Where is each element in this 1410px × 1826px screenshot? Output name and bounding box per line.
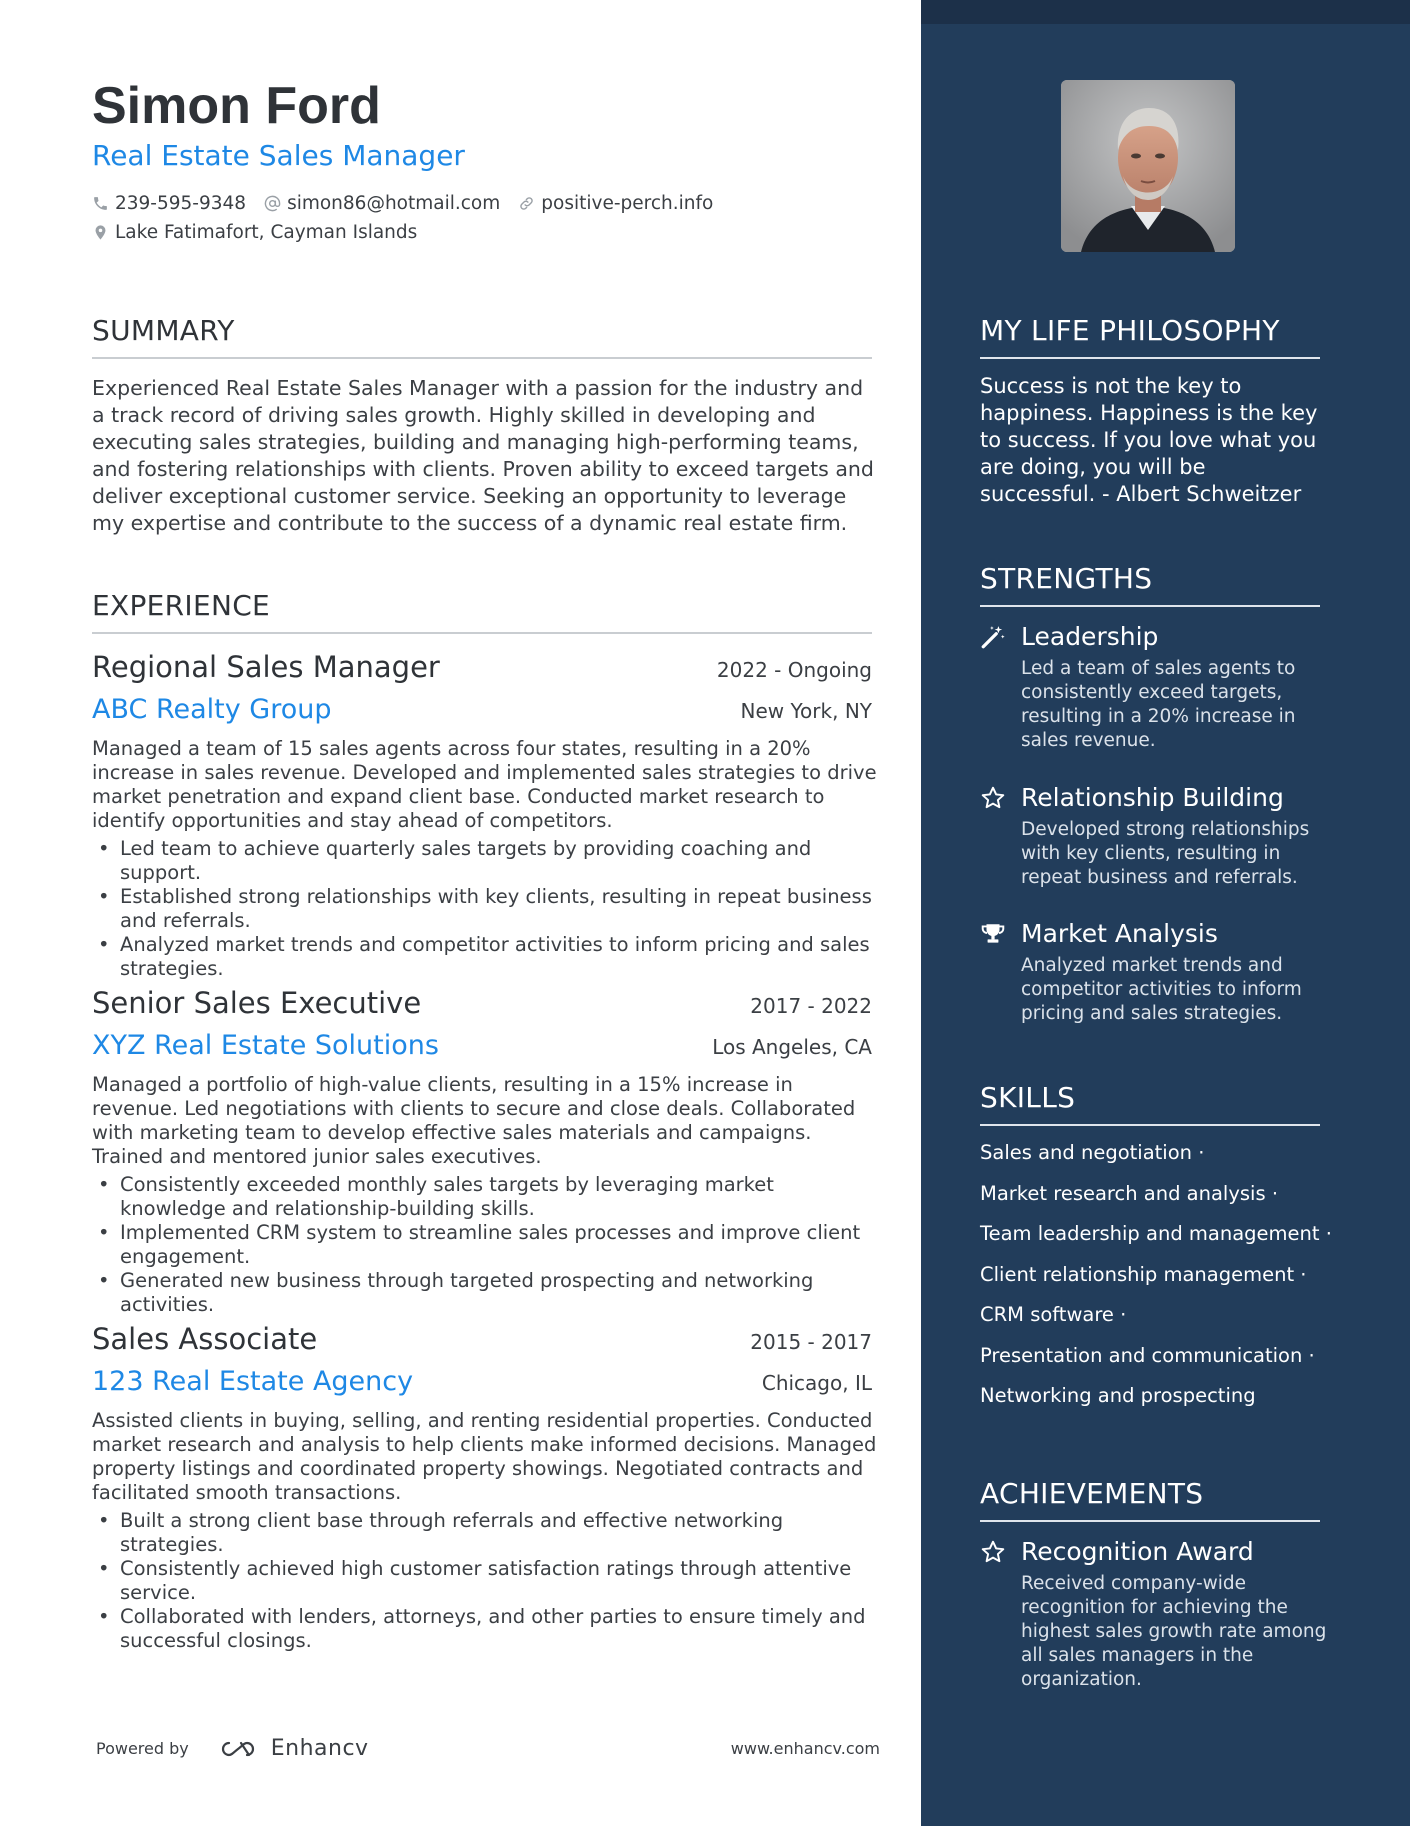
star-icon — [980, 1539, 1006, 1565]
job-bullet: • Collaborated with lenders, attorneys, and other parties to ensure timely and successful closings. — [92, 1605, 872, 1653]
strength-title: Relationship Building — [1021, 783, 1284, 812]
job-dates: 2022 - Ongoing — [716, 658, 872, 682]
job-description: Managed a portfolio of high-value clients, resulting in a 15% increase in revenue. Led negotiations with clients to secure and close deals. Collaborated with marketing team to develop effective sales materials and campaigns. Trained and mentored junior sales executives. — [92, 1073, 856, 1168]
job-bullet: • Implemented CRM system to streamline sales processes and improve client engagement. — [92, 1221, 872, 1269]
strength-title: Leadership — [1021, 622, 1159, 651]
profile-photo — [1061, 80, 1235, 252]
job-title: Senior Sales Executive — [92, 986, 422, 1020]
job-company: 123 Real Estate Agency — [92, 1366, 414, 1397]
job-description: Managed a team of 15 sales agents across four states, resulting in a 20% increase in sales revenue. Developed and implemented sales strategies to drive market penetration and expand client base. Conducted market research to identify opportunities and stay ahead of competitors. — [92, 737, 877, 832]
summary-heading: SUMMARY — [92, 314, 872, 359]
at-icon — [264, 195, 281, 212]
strength-description: Developed strong relationships with key clients, resulting in repeat business and referrals. — [1021, 819, 1310, 888]
portrait-image — [1061, 80, 1235, 252]
job-bullets — [92, 1509, 872, 1653]
job-bullet: • Consistently exceeded monthly sales targets by leveraging market knowledge and relationship-building skills. — [92, 1173, 872, 1221]
powered-by — [96, 1736, 369, 1761]
job-bullet: • Generated new business through targeted prospecting and networking activities. — [92, 1269, 872, 1317]
achievement-title: Recognition Award — [1021, 1537, 1254, 1566]
footer-website[interactable]: www.enhancv.com — [730, 1739, 880, 1758]
magic-wand-icon — [980, 624, 1006, 650]
location-pin-icon — [92, 224, 109, 241]
contact-info — [92, 193, 731, 214]
job-entry-3 — [92, 1322, 877, 1653]
job-company: XYZ Real Estate Solutions — [92, 1030, 439, 1061]
achievement-item — [980, 1537, 1330, 1692]
strengths-heading: STRENGTHS — [980, 562, 1320, 607]
job-dates: 2017 - 2022 — [750, 994, 872, 1018]
enhancv-brand: Enhancv — [270, 1736, 369, 1761]
philosophy-heading: MY LIFE PHILOSOPHY — [980, 314, 1320, 359]
skill-item: Presentation and communication · — [980, 1343, 1315, 1367]
link-icon — [518, 195, 535, 212]
strength-description: Led a team of sales agents to consistently exceed targets, resulting in a 20% increase in sales revenue. — [1021, 658, 1296, 751]
job-title: Regional Sales Manager — [92, 650, 440, 684]
job-entry-2 — [92, 986, 872, 1317]
job-dates: 2015 - 2017 — [750, 1330, 872, 1354]
enhancv-logo[interactable] — [215, 1736, 369, 1761]
enhancv-logo-icon — [215, 1737, 261, 1761]
job-location: New York, NY — [740, 699, 872, 723]
strength-item — [980, 919, 1330, 1026]
strength-item — [980, 622, 1330, 753]
website-item[interactable] — [518, 193, 713, 214]
skill-item: Sales and negotiation · — [980, 1141, 1205, 1164]
email-text: simon86@hotmail.com — [287, 193, 501, 214]
achievement-description: Received company-wide recognition for achieving the highest sales growth rate among all sales managers in the organization. — [1021, 1573, 1327, 1690]
sidebar — [921, 0, 1410, 1826]
footer — [96, 1736, 880, 1761]
candidate-title: Real Estate Sales Manager — [92, 139, 465, 172]
experience-heading: EXPERIENCE — [92, 589, 872, 634]
achievements-heading: ACHIEVEMENTS — [980, 1477, 1320, 1522]
job-bullets — [92, 1173, 872, 1317]
sidebar-top-band — [921, 0, 1410, 24]
phone-item[interactable] — [92, 193, 246, 214]
job-title: Sales Associate — [92, 1322, 318, 1356]
job-bullet: • Built a strong client base through referrals and effective networking strategies. — [92, 1509, 872, 1557]
star-icon — [980, 785, 1006, 811]
skill-item: Team leadership and management · — [980, 1222, 1332, 1245]
skill-item: CRM software · — [980, 1303, 1127, 1326]
job-bullet: • Consistently achieved high customer satisfaction ratings through attentive service. — [92, 1557, 872, 1605]
trophy-icon — [980, 921, 1006, 947]
job-bullet: • Led team to achieve quarterly sales targets by providing coaching and support. — [92, 837, 872, 885]
job-company: ABC Realty Group — [92, 694, 332, 725]
skill-item: Networking and prospecting — [980, 1384, 1256, 1407]
skills-list — [980, 1140, 1332, 1424]
job-description: Assisted clients in buying, selling, and renting residential properties. Conducted market research and analysis to help clients make informed decisions. Managed property listings and coordinated property showings. Negotiated contracts and facilitated smooth transactions. — [92, 1409, 877, 1504]
job-bullets — [92, 837, 872, 981]
job-bullet: • Established strong relationships with key clients, resulting in repeat business and referrals. — [92, 885, 872, 933]
location-item — [92, 222, 417, 243]
skills-heading: SKILLS — [980, 1081, 1320, 1126]
job-entry-1 — [92, 650, 877, 981]
location-text: Lake Fatimafort, Cayman Islands — [115, 222, 418, 243]
phone-icon — [92, 195, 109, 212]
job-location: Los Angeles, CA — [712, 1035, 872, 1059]
skill-item: Market research and analysis · — [980, 1181, 1279, 1205]
phone-text: 239-595-9348 — [115, 193, 247, 214]
email-item[interactable] — [264, 193, 500, 214]
summary-text: Experienced Real Estate Sales Manager with a passion for the industry and a track record of driving sales growth. Highly skilled in developing and executing sales strategies, building and managing high-performing teams, and fostering relationships with clients. Proven ability to exceed targets and deliver exceptional customer service. Seeking an opportunity to leverage my expertise and contribute to the success of a dynamic real estate firm. — [92, 376, 874, 535]
job-bullet: • Analyzed market trends and competitor activities to inform pricing and sales strategies. — [92, 933, 872, 981]
website-text: positive-perch.info — [541, 193, 714, 214]
candidate-name: Simon Ford — [92, 77, 381, 135]
strength-description: Analyzed market trends and competitor activities to inform pricing and sales strategies. — [1021, 955, 1302, 1024]
strength-item — [980, 783, 1330, 890]
skill-item: Client relationship management · — [980, 1262, 1307, 1286]
job-location: Chicago, IL — [761, 1371, 872, 1395]
powered-by-label: Powered by — [96, 1739, 189, 1758]
location-row — [92, 222, 435, 243]
strength-title: Market Analysis — [1021, 919, 1218, 948]
philosophy-text: Success is not the key to happiness. Happiness is the key to success. If you love what you are doing, you will be successful. - Albert Schweitzer — [980, 374, 1318, 506]
